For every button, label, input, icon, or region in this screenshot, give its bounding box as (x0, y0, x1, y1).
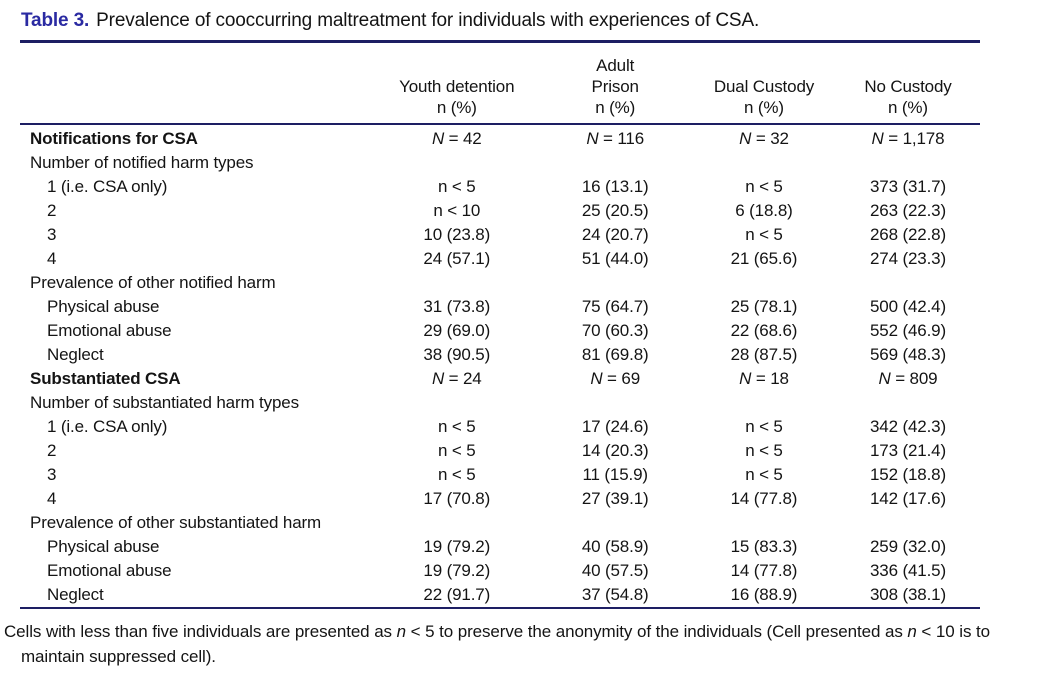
cell: 40 (58.9) (581, 537, 649, 556)
row-label: Notifications for CSA (30, 129, 198, 148)
table-caption-text: Prevalence of cooccurring maltreatment for individuals with experiences of CSA. (96, 10, 760, 31)
cell: N = 69 (590, 369, 641, 388)
table-row (20, 559, 980, 583)
cell (375, 271, 538, 295)
row-label: 1 (i.e. CSA only) (47, 177, 168, 196)
cell: 17 (70.8) (423, 489, 491, 508)
cell: N = 32 (739, 129, 789, 148)
cell: 569 (48.3) (869, 345, 946, 364)
header-row (20, 43, 980, 124)
row-label: 2 (47, 201, 57, 220)
footnote-text-1: Cells with less than five individuals are presented as (4, 622, 397, 641)
cell: 14 (77.8) (730, 561, 798, 580)
cell: 16 (88.9) (692, 583, 836, 608)
cell (375, 391, 538, 415)
cell: n < 5 (745, 417, 783, 436)
table-row (20, 175, 980, 199)
cell (538, 271, 692, 295)
cell: 40 (57.5) (581, 561, 649, 580)
footnote-text-3: < 10 is to maintain suppressed cell). (21, 622, 990, 666)
cell: 70 (60.3) (581, 321, 649, 340)
cell: 308 (38.1) (836, 583, 980, 608)
cell: N = 24 (431, 369, 482, 388)
cell (375, 511, 538, 535)
row-label: 3 (47, 465, 57, 484)
cell (692, 151, 836, 175)
cell: n < 5 (745, 177, 783, 196)
table-row (20, 367, 980, 391)
cell: N = 116 (586, 129, 645, 148)
table-row (20, 439, 980, 463)
cell: 274 (23.3) (869, 249, 946, 268)
cell: 29 (69.0) (423, 321, 491, 340)
column-header: Dual Custody n (%) (692, 43, 836, 124)
cell: N = 42 (431, 129, 482, 148)
table-row (20, 487, 980, 511)
cell (538, 391, 692, 415)
cell: 31 (73.8) (423, 297, 491, 316)
table-row (20, 124, 980, 151)
row-label: Number of notified harm types (30, 153, 254, 172)
table-body (20, 124, 980, 608)
cell: n < 10 (433, 201, 481, 220)
cell: 14 (20.3) (581, 441, 649, 460)
cell: 336 (41.5) (869, 561, 946, 580)
cell: 17 (24.6) (581, 417, 649, 436)
cell: 16 (13.1) (581, 177, 649, 196)
table-row (20, 319, 980, 343)
cell: 15 (83.3) (730, 537, 798, 556)
cell: 81 (69.8) (581, 345, 649, 364)
row-label: 2 (47, 441, 57, 460)
cell (836, 271, 980, 295)
cell (692, 391, 836, 415)
cell: n < 5 (438, 417, 476, 436)
cell: 24 (57.1) (423, 249, 491, 268)
table-footnote (4, 619, 990, 669)
column-subheader: n (%) (744, 98, 784, 117)
footnote-italic-n-2: n (907, 622, 917, 641)
cell: N = 809 (878, 369, 938, 388)
table-row (20, 343, 980, 367)
cell (836, 391, 980, 415)
cell: 552 (46.9) (869, 321, 946, 340)
table-row (20, 535, 980, 559)
table-row (20, 511, 980, 535)
cell: 24 (20.7) (581, 225, 649, 244)
cell: 21 (65.6) (730, 249, 798, 268)
row-label: 1 (i.e. CSA only) (47, 417, 168, 436)
cell (836, 151, 980, 175)
cell: 28 (87.5) (730, 345, 798, 364)
cell: 14 (77.8) (730, 489, 798, 508)
table-row (20, 199, 980, 223)
cell: 152 (18.8) (869, 465, 946, 484)
row-label: Emotional abuse (47, 561, 172, 580)
table-row (20, 223, 980, 247)
column-subheader: n (%) (888, 98, 928, 117)
column-subheader: n (%) (436, 98, 477, 117)
cell (538, 151, 692, 175)
cell (375, 151, 538, 175)
cell: 6 (18.8) (735, 201, 793, 220)
cell: 11 (15.9) (582, 465, 648, 484)
cell (692, 271, 836, 295)
cell: n < 5 (745, 441, 783, 460)
table-row (20, 247, 980, 271)
cell: n < 5 (438, 441, 476, 460)
stub-header (20, 43, 375, 124)
cell: 51 (44.0) (581, 249, 649, 268)
table-zone (20, 40, 980, 609)
cell: n < 5 (745, 225, 783, 244)
cell: 268 (22.8) (869, 225, 946, 244)
footnote-italic-n-1: n (396, 622, 406, 641)
cell: 27 (39.1) (581, 489, 649, 508)
table-caption-label: Table 3. (21, 10, 90, 31)
cell: 342 (42.3) (869, 417, 946, 436)
cell: 75 (64.7) (581, 297, 649, 316)
cell: 25 (78.1) (730, 297, 798, 316)
cell: N = 18 (739, 369, 789, 388)
table-row (20, 415, 980, 439)
cell: 38 (90.5) (423, 345, 491, 364)
table-row (20, 391, 980, 415)
cell: n < 5 (438, 465, 476, 484)
cell: 500 (42.4) (869, 297, 946, 316)
row-label: Prevalence of other notified harm (30, 273, 276, 292)
cell (836, 511, 980, 535)
table-row (20, 271, 980, 295)
row-label: 3 (47, 225, 57, 244)
cell: n < 5 (745, 465, 783, 484)
row-label: Prevalence of other substantiated harm (30, 513, 322, 532)
row-label: Neglect (20, 583, 375, 608)
cell: 25 (20.5) (581, 201, 649, 220)
cell: 142 (17.6) (869, 489, 946, 508)
row-label: Number of substantiated harm types (30, 393, 299, 412)
row-label: Substantiated CSA (30, 369, 181, 388)
cell: n < 5 (438, 177, 476, 196)
table-row (20, 463, 980, 487)
cell: 263 (22.3) (869, 201, 946, 220)
cell (692, 511, 836, 535)
cell: 37 (54.8) (538, 583, 692, 608)
table-row (20, 583, 980, 608)
cell: 22 (68.6) (730, 321, 798, 340)
table-row (20, 151, 980, 175)
row-label: Emotional abuse (47, 321, 172, 340)
cell: 19 (79.2) (423, 537, 491, 556)
row-label: 4 (47, 249, 57, 268)
cell (538, 511, 692, 535)
cell: 373 (31.7) (869, 177, 946, 196)
cell: 259 (32.0) (869, 537, 946, 556)
data-table (20, 43, 980, 609)
cell: 19 (79.2) (423, 561, 491, 580)
column-header: Adult Prison n (%) (538, 43, 692, 124)
footnote-text-2: < 5 to preserve the anonymity of the individuals (Cell presented as (405, 622, 908, 641)
cell: 10 (23.8) (423, 225, 491, 244)
row-label: Neglect (47, 345, 104, 364)
cell: N = 1,178 (871, 129, 945, 148)
row-label: 4 (47, 489, 57, 508)
table-caption (0, 0, 1038, 33)
table-row (20, 295, 980, 319)
column-header: Youth detention n (%) (375, 43, 538, 124)
column-subheader: n (%) (595, 98, 636, 117)
row-label: Physical abuse (47, 297, 160, 316)
cell: 173 (21.4) (869, 441, 946, 460)
cell: 22 (91.7) (375, 583, 538, 608)
row-label: Physical abuse (47, 537, 160, 556)
column-header: No Custody n (%) (836, 43, 980, 124)
